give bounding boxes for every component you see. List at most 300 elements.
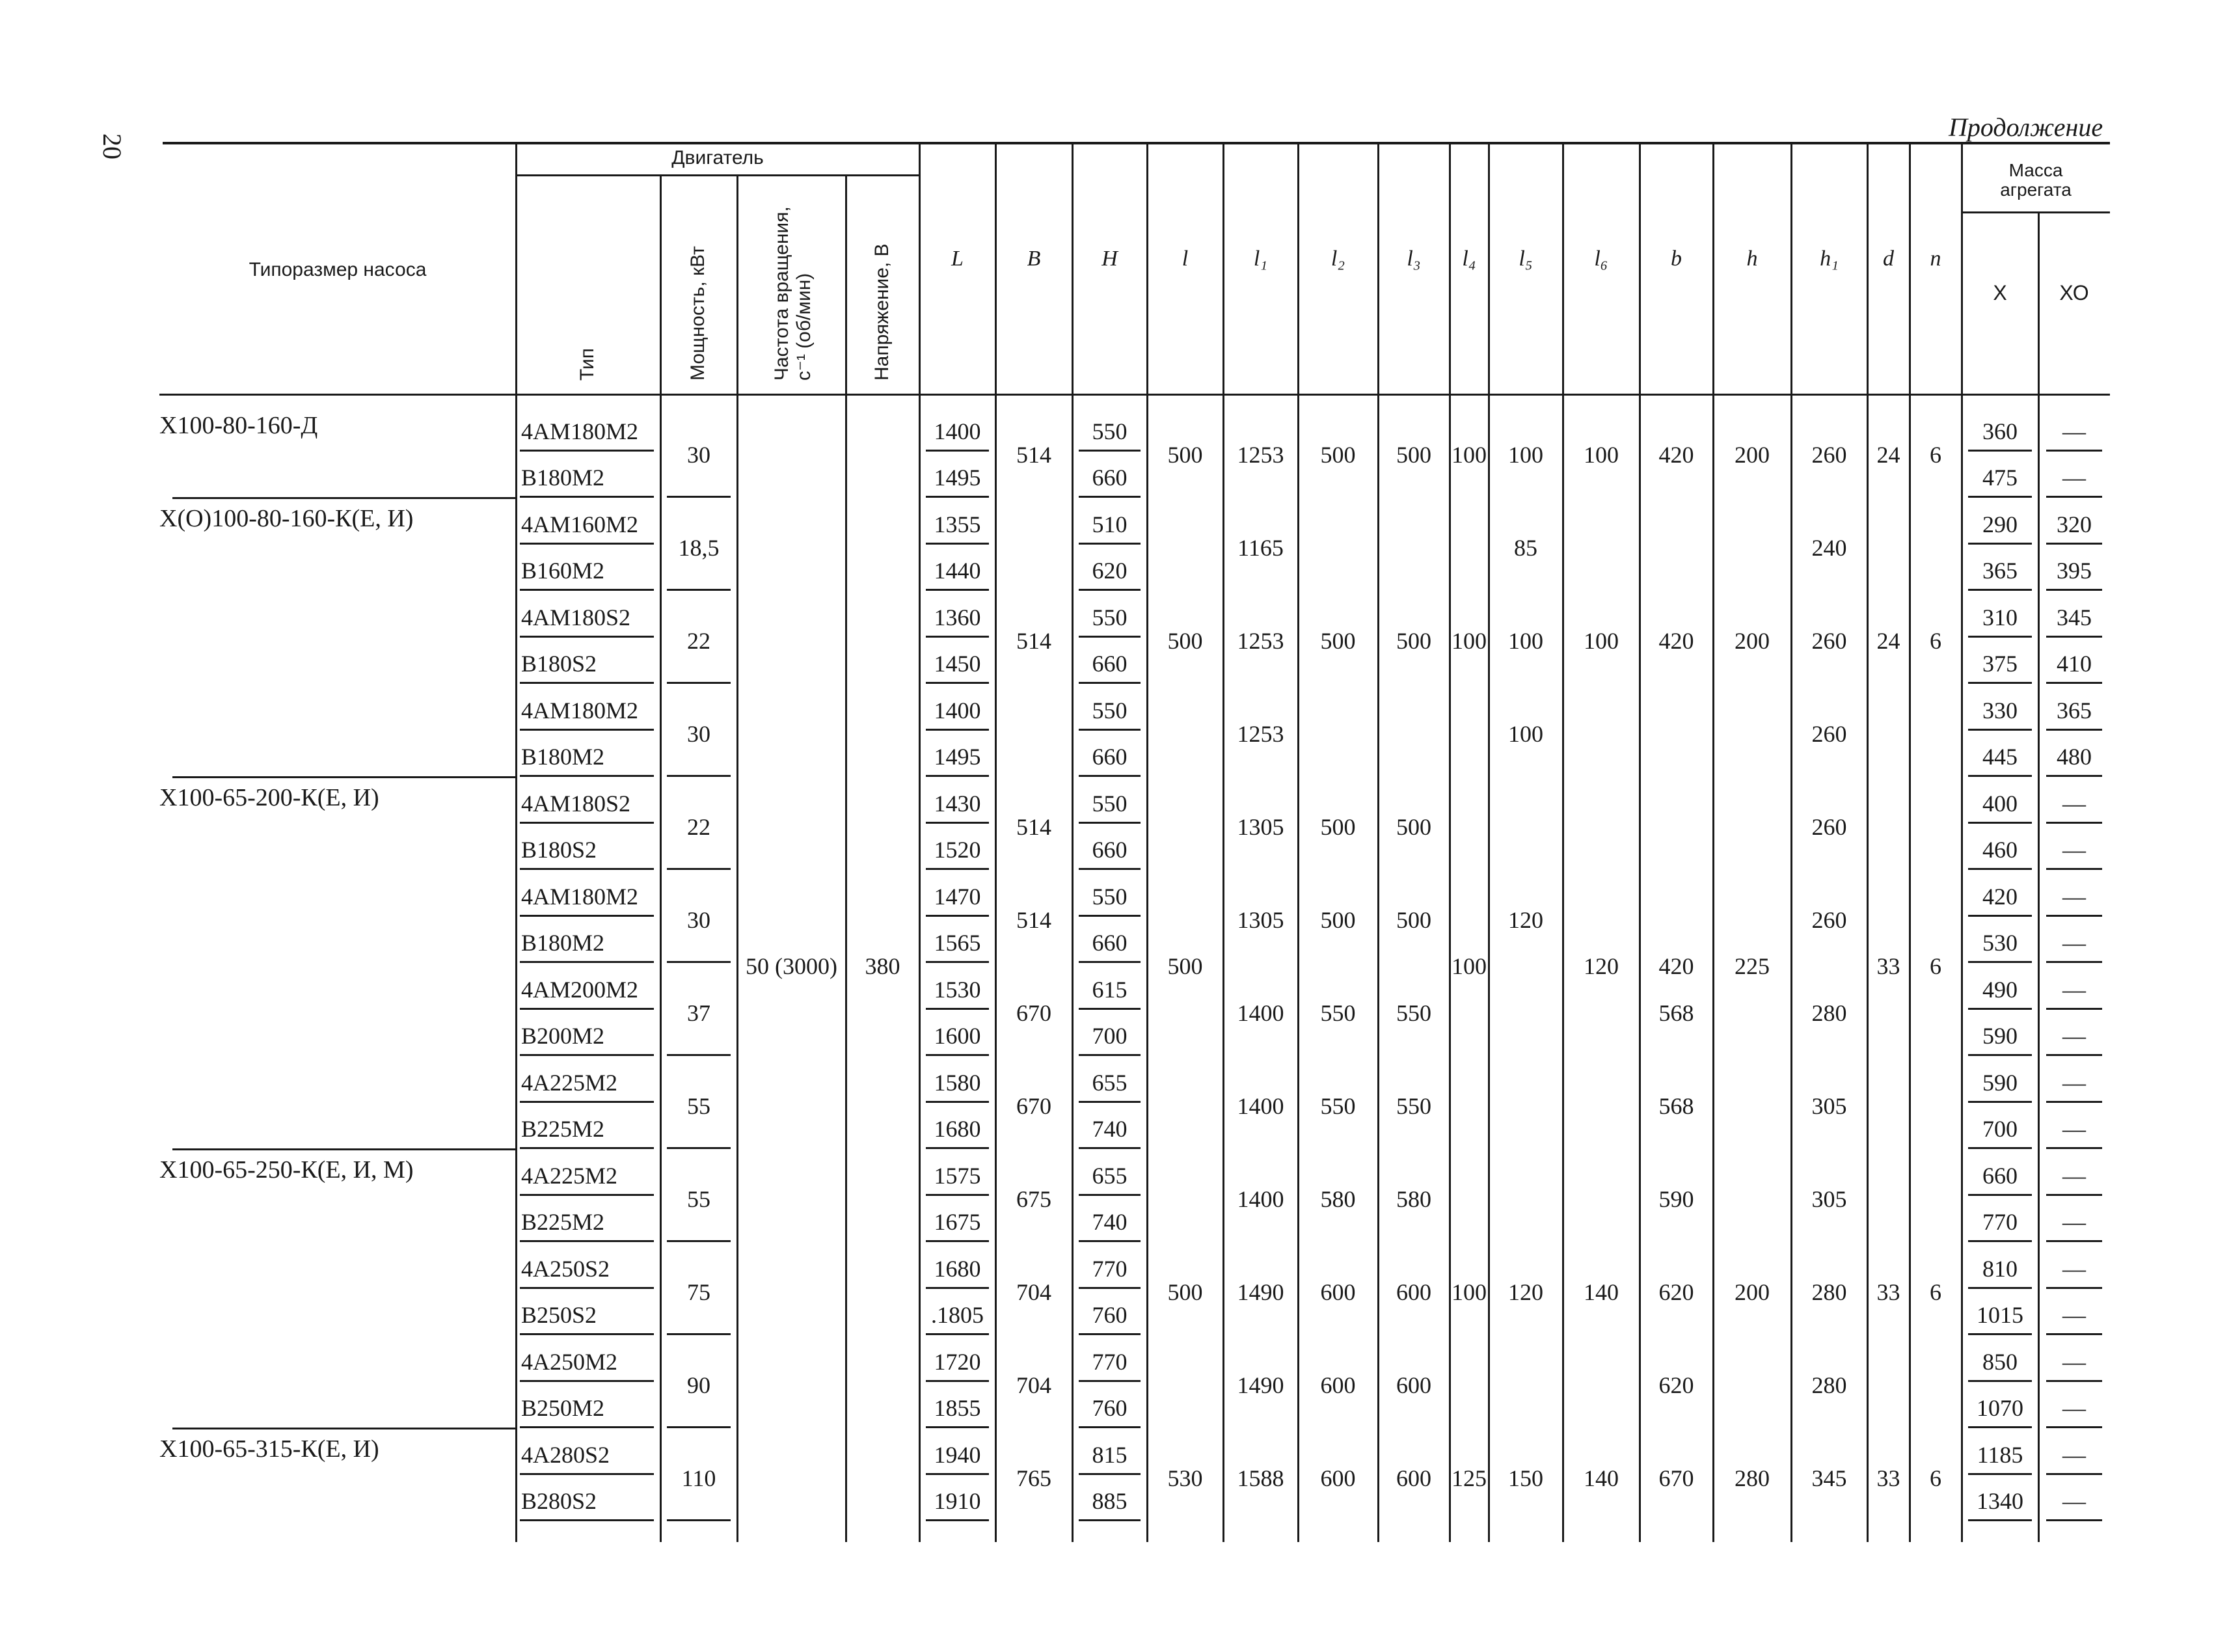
H-rule (1079, 496, 1141, 498)
pair-l3: 500 (1396, 441, 1431, 468)
pair-l2: 500 (1320, 906, 1356, 933)
dim-H: 660 (1092, 744, 1128, 770)
mass-xo-rule (2046, 822, 2102, 824)
group-l: 500 (1167, 441, 1203, 468)
H-rule (1079, 1147, 1141, 1149)
pair-l3: 550 (1396, 1092, 1431, 1119)
type-rule (520, 1287, 654, 1289)
group-b: 670 (1658, 1465, 1694, 1491)
dim-H: 550 (1092, 604, 1128, 630)
dim-L: 1580 (934, 1069, 981, 1096)
dim-L: 1400 (934, 418, 981, 444)
mass-xo: 365 (2057, 697, 2092, 724)
L-rule (926, 961, 989, 963)
H-rule (1079, 636, 1141, 638)
mass-xo: 345 (2057, 604, 2092, 630)
column-rule (736, 174, 738, 1542)
pair-l1: 1400 (1237, 1185, 1284, 1212)
pair-l1: 1305 (1237, 813, 1284, 840)
header-h: h (1746, 247, 1758, 271)
pair-B: 704 (1016, 1372, 1051, 1398)
pair-l2: 580 (1320, 1185, 1356, 1212)
mass-x: 375 (1982, 651, 2018, 677)
H-rule (1079, 1240, 1141, 1242)
header-l3: l₃ (1407, 247, 1421, 271)
pair-power: 110 (681, 1465, 716, 1491)
column-rule (1909, 144, 1911, 1542)
dim-H: 885 (1092, 1488, 1128, 1515)
motor-type: В280S2 (521, 1488, 597, 1515)
mass-x-rule (1968, 1101, 2032, 1103)
mass-xo: — (2062, 1162, 2086, 1189)
pair-B: 514 (1016, 906, 1051, 933)
mass-xo-rule (2046, 450, 2102, 452)
pair-l2: 600 (1320, 1372, 1356, 1398)
mass-xo-rule (2046, 1008, 2102, 1010)
dim-L: 1430 (934, 790, 981, 817)
mass-x-rule (1968, 822, 2032, 824)
mass-xo: 395 (2057, 558, 2092, 584)
dim-H: 550 (1092, 790, 1128, 817)
motor-type: 4АМ180М2 (521, 883, 639, 910)
header-b: B (1027, 247, 1041, 271)
mass-xo-rule (2046, 1426, 2102, 1428)
mass-xo-rule (2046, 1519, 2102, 1521)
page-number: 20 (98, 133, 127, 159)
mass-xo-rule (2046, 1333, 2102, 1335)
pair-power: 30 (687, 906, 710, 933)
column-rule (1072, 144, 1074, 1542)
mass-xo: — (2062, 790, 2086, 817)
pair-l3: 500 (1396, 627, 1431, 654)
dim-L: 1520 (934, 837, 981, 863)
group-l6: 140 (1584, 1465, 1619, 1491)
pair-power: 90 (687, 1372, 710, 1398)
mass-x: 310 (1982, 604, 2018, 630)
group-b: 420 (1658, 627, 1694, 654)
L-rule (926, 1519, 989, 1521)
L-rule (926, 543, 989, 545)
group-l6: 100 (1584, 627, 1619, 654)
dim-b: 568 (1658, 1092, 1694, 1119)
group-l6: 120 (1584, 953, 1619, 979)
L-rule (926, 1473, 989, 1475)
header-freq-line1: Частота вращения, (770, 206, 792, 381)
type-rule (520, 868, 654, 870)
mass-x-rule (1968, 1473, 2032, 1475)
mass-xo-rule (2046, 1287, 2102, 1289)
mass-x-rule (1968, 1380, 2032, 1382)
mass-x: 1340 (1977, 1488, 2023, 1515)
column-rule (1961, 144, 1963, 1542)
group-n: 6 (1930, 953, 1941, 979)
power-rule (667, 1333, 731, 1335)
dim-H: 760 (1092, 1302, 1128, 1329)
mass-xo-rule (2046, 543, 2102, 545)
pair-l3: 500 (1396, 906, 1431, 933)
H-rule (1079, 1101, 1141, 1103)
column-rule (1488, 144, 1490, 1542)
type-rule (520, 1101, 654, 1103)
group-h: 225 (1735, 953, 1770, 979)
group-l4: 100 (1452, 441, 1487, 468)
motor-type: 4А250S2 (521, 1255, 610, 1282)
mass-x: 445 (1982, 744, 2018, 770)
pair-l5: 85 (1514, 534, 1537, 561)
dim-H: 770 (1092, 1348, 1128, 1375)
group-l6: 140 (1584, 1279, 1619, 1305)
mass-xo-rule (2046, 1240, 2102, 1242)
L-rule (926, 915, 989, 917)
motor-type: В250М2 (521, 1395, 605, 1422)
header-type: Тип (576, 347, 598, 381)
type-rule (520, 1333, 654, 1335)
mass-x-rule (1968, 1426, 2032, 1428)
motor-type: В225М2 (521, 1209, 605, 1236)
header-b: b (1671, 247, 1682, 271)
type-rule (520, 682, 654, 684)
pair-power: 37 (687, 999, 710, 1026)
mass-x-rule (1968, 961, 2032, 963)
group-n: 6 (1930, 441, 1941, 468)
pair-l1: 1253 (1237, 720, 1284, 747)
mass-xo: — (2062, 930, 2086, 956)
motor-type: 4АМ180S2 (521, 790, 631, 817)
dim-L: 1855 (934, 1395, 981, 1422)
L-rule (926, 1101, 989, 1103)
mass-x: 365 (1982, 558, 2018, 584)
L-rule (926, 1147, 989, 1149)
dim-H: 770 (1092, 1255, 1128, 1282)
continuation-label: Продолжение (1949, 113, 2103, 142)
dim-L: 1600 (934, 1023, 981, 1049)
header-mass-x: Х (1993, 281, 2007, 305)
power-rule (667, 868, 731, 870)
mass-xo-rule (2046, 961, 2102, 963)
mass-xo: — (2062, 1441, 2086, 1468)
power-rule (667, 496, 731, 498)
dim-L: 1360 (934, 604, 981, 630)
dim-L: 1470 (934, 883, 981, 910)
dim-H: 550 (1092, 883, 1128, 910)
column-rule (2038, 211, 2040, 1542)
motor-type: В180S2 (521, 651, 597, 677)
type-rule (520, 729, 654, 731)
mass-xo: — (2062, 1209, 2086, 1236)
dim-L: 1720 (934, 1348, 981, 1375)
power-rule (667, 1519, 731, 1521)
group-l: 500 (1167, 1279, 1203, 1305)
type-rule (520, 1054, 654, 1056)
L-rule (926, 1380, 989, 1382)
mass-xo: 480 (2057, 744, 2092, 770)
header-l6: l₆ (1594, 247, 1608, 271)
mass-x: 700 (1982, 1116, 2018, 1143)
group-l4: 100 (1452, 1279, 1487, 1305)
H-rule (1079, 1008, 1141, 1010)
mass-xo: — (2062, 1348, 2086, 1375)
pair-l3: 550 (1396, 999, 1431, 1026)
type-rule (520, 450, 654, 452)
group-b: 620 (1658, 1279, 1694, 1305)
pair-B: 514 (1016, 813, 1051, 840)
column-rule (1377, 144, 1379, 1542)
mass-x: 850 (1982, 1348, 2018, 1375)
pair-l3: 600 (1396, 1279, 1431, 1305)
mass-xo: — (2062, 465, 2086, 491)
pair-l3: 600 (1396, 1372, 1431, 1398)
L-rule (926, 822, 989, 824)
motor-type: В180М2 (521, 930, 605, 956)
mass-xo-rule (2046, 589, 2102, 591)
mass-x: 1070 (1977, 1395, 2023, 1422)
motor-type: 4АМ160М2 (521, 511, 639, 537)
dim-H: 550 (1092, 697, 1128, 724)
pair-h1: 280 (1811, 999, 1847, 1026)
pair-l1: 1490 (1237, 1279, 1284, 1305)
L-rule (926, 589, 989, 591)
pump-group-rule (172, 776, 516, 778)
mass-xo-rule (2046, 1380, 2102, 1382)
group-h: 200 (1735, 627, 1770, 654)
L-rule (926, 1287, 989, 1289)
pair-h1: 305 (1811, 1185, 1847, 1212)
mass-x: 770 (1982, 1209, 2018, 1236)
pair-l2: 550 (1320, 1092, 1356, 1119)
group-d: 33 (1876, 953, 1900, 979)
mass-x: 530 (1982, 930, 2018, 956)
column-rule (1449, 144, 1451, 1542)
dim-b: 590 (1658, 1185, 1694, 1212)
mass-xo-rule (2046, 729, 2102, 731)
type-rule (520, 915, 654, 917)
dim-L: 1675 (934, 1209, 981, 1236)
group-l: 500 (1167, 627, 1203, 654)
pair-l1: 1400 (1237, 999, 1284, 1026)
mass-xo-rule (2046, 1054, 2102, 1056)
pair-power: 30 (687, 720, 710, 747)
motor-type: В160М2 (521, 558, 605, 584)
type-rule (520, 961, 654, 963)
L-rule (926, 1008, 989, 1010)
mass-x-rule (1968, 1054, 2032, 1056)
dim-H: 510 (1092, 511, 1128, 537)
mass-x-rule (1968, 543, 2032, 545)
group-h: 280 (1735, 1465, 1770, 1491)
header-l1: l₁ (1253, 247, 1268, 271)
mass-x: 590 (1982, 1023, 2018, 1049)
pair-h1: 260 (1811, 813, 1847, 840)
mass-xo: — (2062, 1302, 2086, 1329)
L-rule (926, 1240, 989, 1242)
pair-l5: 150 (1508, 1465, 1543, 1491)
column-rule (515, 144, 517, 1542)
dim-L: 1530 (934, 976, 981, 1003)
group-h: 200 (1735, 441, 1770, 468)
motor-type: 4АМ180М2 (521, 418, 639, 444)
pair-power: 22 (687, 813, 710, 840)
header-n: n (1930, 247, 1941, 271)
mass-xo-rule (2046, 1147, 2102, 1149)
L-rule (926, 450, 989, 452)
L-rule (926, 636, 989, 638)
power-rule (667, 589, 731, 591)
group-b: 420 (1658, 953, 1694, 979)
group-b: 420 (1658, 441, 1694, 468)
motor-type: В180М2 (521, 744, 605, 770)
type-rule (520, 1473, 654, 1475)
pair-h1: 280 (1811, 1372, 1847, 1398)
motor-type: В250S2 (521, 1302, 597, 1329)
H-rule (1079, 1333, 1141, 1335)
mass-x: 490 (1982, 976, 2018, 1003)
power-rule (667, 1426, 731, 1428)
motor-type: 4АМ200М2 (521, 976, 639, 1003)
dim-L: .1805 (931, 1302, 984, 1329)
H-rule (1079, 775, 1141, 777)
pair-l2: 600 (1320, 1279, 1356, 1305)
type-rule (520, 1147, 654, 1149)
group-l4: 125 (1452, 1465, 1487, 1491)
column-rule (845, 174, 847, 1542)
mass-x: 660 (1982, 1162, 2018, 1189)
H-rule (1079, 868, 1141, 870)
pair-power: 55 (687, 1092, 710, 1119)
H-rule (1079, 589, 1141, 591)
column-rule (660, 174, 662, 1542)
H-rule (1079, 1380, 1141, 1382)
pair-power: 75 (687, 1279, 710, 1305)
column-rule (1223, 144, 1224, 1542)
mass-x: 360 (1982, 418, 2018, 444)
type-rule (520, 1519, 654, 1521)
H-rule (1079, 915, 1141, 917)
mass-x-rule (1968, 1008, 2032, 1010)
column-rule (919, 144, 921, 1542)
mass-x: 290 (1982, 511, 2018, 537)
pair-l2: 500 (1320, 813, 1356, 840)
motor-type: 4А250М2 (521, 1348, 618, 1375)
header-l2: l₂ (1331, 247, 1345, 271)
header-mass-line1: Масса (2008, 160, 2063, 180)
header-mass-xo: ХО (2059, 281, 2089, 305)
pair-B: 670 (1016, 999, 1051, 1026)
group-d: 24 (1876, 441, 1900, 468)
group-l4: 100 (1452, 627, 1487, 654)
power-rule (667, 1240, 731, 1242)
mass-x: 810 (1982, 1255, 2018, 1282)
power-rule (667, 682, 731, 684)
header-motor: Двигатель (671, 147, 764, 169)
dim-H: 660 (1092, 930, 1128, 956)
motor-type: В180S2 (521, 837, 597, 863)
pair-l2: 500 (1320, 627, 1356, 654)
pair-h1: 260 (1811, 627, 1847, 654)
mass-x-rule (1968, 915, 2032, 917)
column-rule (1639, 144, 1641, 1542)
group-d: 24 (1876, 627, 1900, 654)
type-rule (520, 496, 654, 498)
mass-group-rule (1962, 211, 2110, 213)
mass-xo: — (2062, 418, 2086, 444)
column-rule (1562, 144, 1564, 1542)
pair-l1: 1165 (1237, 534, 1284, 561)
pair-l1: 1253 (1237, 627, 1284, 654)
pair-l3: 500 (1396, 813, 1431, 840)
mass-xo: 410 (2057, 651, 2092, 677)
motor-group-rule (516, 174, 919, 176)
motor-type: 4А280S2 (521, 1441, 610, 1468)
dim-H: 550 (1092, 418, 1128, 444)
H-rule (1079, 961, 1141, 963)
mass-xo-rule (2046, 775, 2102, 777)
dim-L: 1400 (934, 697, 981, 724)
motor-type: В225М2 (521, 1116, 605, 1143)
dim-L: 1575 (934, 1162, 981, 1189)
header-d: d (1883, 247, 1894, 271)
dim-L: 1940 (934, 1441, 981, 1468)
dim-L: 1495 (934, 465, 981, 491)
group-l: 500 (1167, 953, 1203, 979)
pair-power: 22 (687, 627, 710, 654)
mass-x: 475 (1982, 465, 2018, 491)
dim-b: 620 (1658, 1372, 1694, 1398)
H-rule (1079, 822, 1141, 824)
header-l5: l₅ (1519, 247, 1533, 271)
mass-x-rule (1968, 589, 2032, 591)
pump-size: Х(О)100-80-160-К(Е, И) (159, 505, 414, 532)
dim-H: 660 (1092, 837, 1128, 863)
power-rule (667, 1147, 731, 1149)
mass-x-rule (1968, 496, 2032, 498)
mass-xo: — (2062, 837, 2086, 863)
mass-x-rule (1968, 868, 2032, 870)
header-l4: l₄ (1462, 247, 1476, 271)
mass-xo-rule (2046, 868, 2102, 870)
header-freq-line2: с⁻¹ (об/мин) (792, 273, 815, 381)
type-rule (520, 636, 654, 638)
power-rule (667, 775, 731, 777)
pair-power: 30 (687, 441, 710, 468)
mass-x-rule (1968, 1147, 2032, 1149)
type-rule (520, 775, 654, 777)
pair-l2: 600 (1320, 1465, 1356, 1491)
pair-l1: 1490 (1237, 1372, 1284, 1398)
header-l: l (1182, 247, 1189, 271)
mass-xo-rule (2046, 1194, 2102, 1196)
H-rule (1079, 1054, 1141, 1056)
pair-h1: 280 (1811, 1279, 1847, 1305)
pair-l5: 100 (1508, 441, 1543, 468)
dim-H: 655 (1092, 1069, 1128, 1096)
L-rule (926, 496, 989, 498)
dim-H: 700 (1092, 1023, 1128, 1049)
pair-power: 55 (687, 1185, 710, 1212)
pair-h1: 345 (1811, 1465, 1847, 1491)
L-rule (926, 682, 989, 684)
type-rule (520, 822, 654, 824)
dim-b: 568 (1658, 999, 1694, 1026)
pair-l1: 1305 (1237, 906, 1284, 933)
mass-x-rule (1968, 775, 2032, 777)
motor-type: 4А225М2 (521, 1162, 618, 1189)
pair-l3: 580 (1396, 1185, 1431, 1212)
column-rule (1146, 144, 1148, 1542)
L-rule (926, 775, 989, 777)
mass-x-rule (1968, 1287, 2032, 1289)
dim-H: 760 (1092, 1395, 1128, 1422)
dim-L: 1450 (934, 651, 981, 677)
